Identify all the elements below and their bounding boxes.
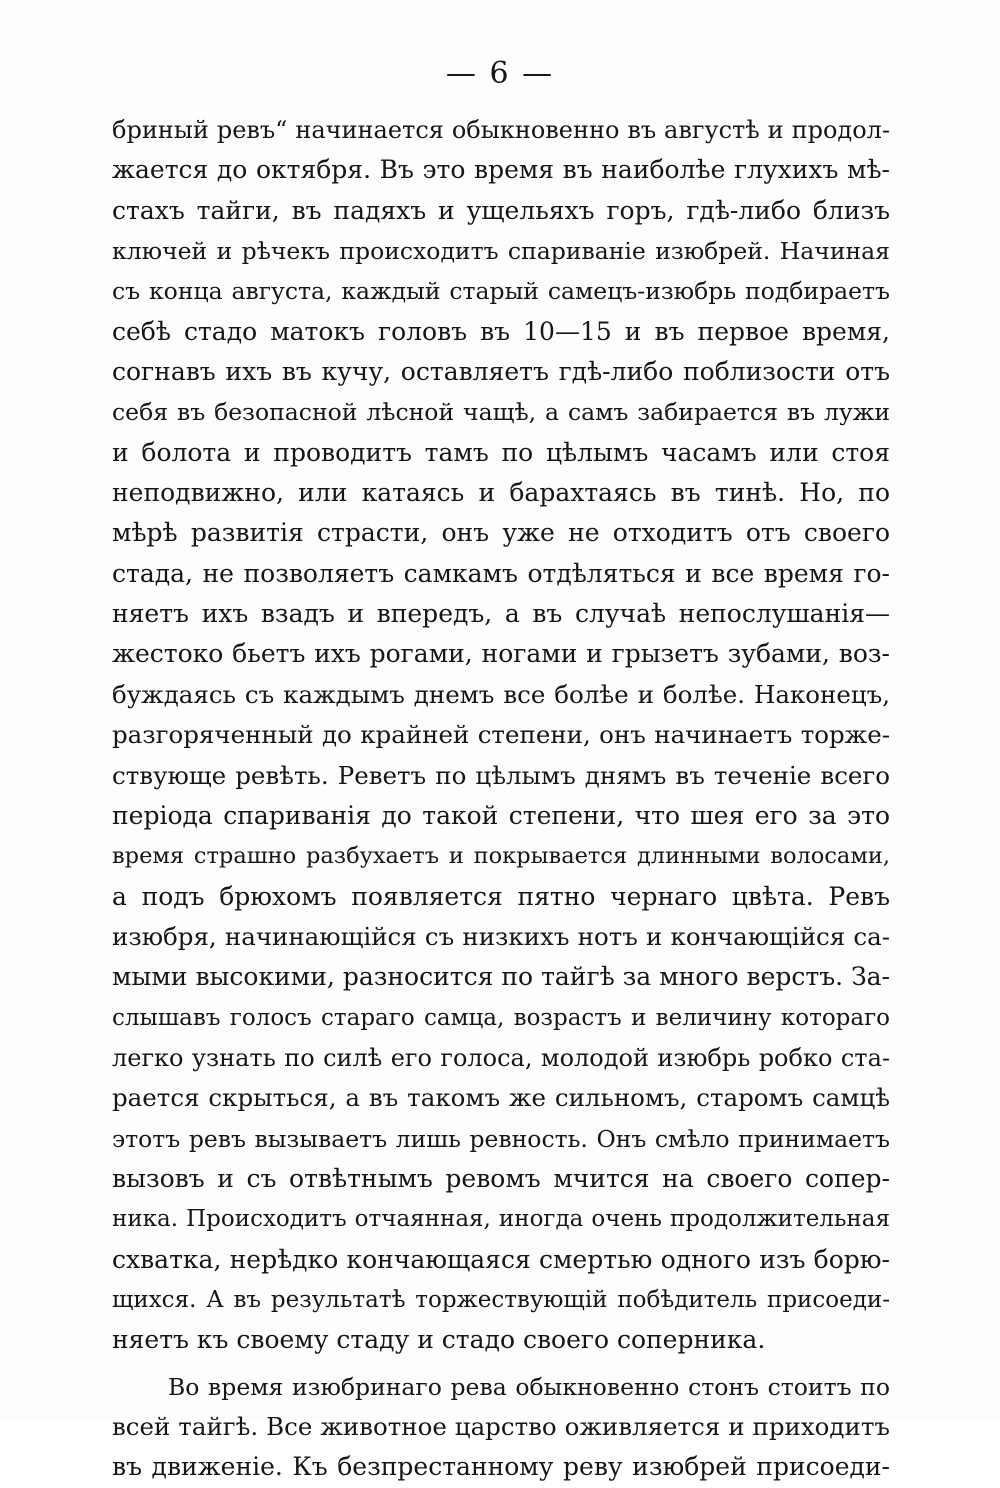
text-line: себѣ стадо матокъ головъ въ 10—15 и въ первое время, [112, 316, 890, 346]
page-number: — 6 — [445, 56, 555, 91]
text-line: Во время изюбринаго рева обыкновенно стонъ стоитъ по [168, 1372, 890, 1401]
text-line: съ конца августа, каждый старый самецъ-изюбрь подбираетъ [112, 277, 890, 306]
paragraph-2 [112, 1367, 890, 1488]
text-line: щихся. А въ результатѣ торжествующій побѣдитель присоеди- [112, 1286, 890, 1313]
text-line: слышавъ голосъ стараго самца, возрастъ и величину котораго [112, 1004, 890, 1031]
text-line: вызовъ и съ отвѣтнымъ ревомъ мчится на своего сопер- [112, 1163, 890, 1193]
text-line: время страшно разбухаетъ и покрывается длинными волосами, [112, 843, 890, 870]
text-line: стада, не позволяетъ самкамъ отдѣляться и все время го- [112, 558, 890, 588]
text-line: всей тайгѣ. Все животное царство оживляется и приходитъ [112, 1412, 890, 1441]
text-line: няетъ къ своему стаду и стадо своего соперника. [112, 1325, 766, 1355]
text-line: мыми высокими, разносится по тайгѣ за много верстъ. За- [112, 962, 890, 992]
text-line: жается до октября. Въ это время въ наиболѣе глухихъ мѣ- [112, 155, 890, 185]
paragraph-1 [112, 110, 890, 1361]
text-line: буждаясь съ каждымъ днемъ все болѣе и болѣе. Наконецъ, [112, 679, 890, 709]
text-line: ключей и рѣчекъ происходитъ спариваніе изюбрей. Начиная [112, 237, 890, 266]
text-line: въ движеніе. Къ безпрестанному реву изюбрей присоеди- [112, 1452, 890, 1482]
text-line: а подъ брюхомъ появляется пятно чернаго цвѣта. Ревъ [112, 881, 890, 911]
text-line: изюбря, начинающійся съ низкихъ нотъ и кончающійся са- [112, 921, 890, 951]
text-line: ника. Происходитъ отчаянная, иногда очень продолжительная [112, 1206, 890, 1233]
text-line: согнавъ ихъ въ кучу, оставляетъ гдѣ-либо поблизости отъ [112, 357, 890, 387]
text-line: стахъ тайги, въ падяхъ и ущельяхъ горъ, гдѣ-либо близъ [112, 195, 890, 225]
text-line: ствующе ревѣть. Реветъ по цѣлымъ днямъ въ теченіе всего [112, 760, 890, 790]
text-line: няетъ ихъ взадъ и впередъ, а въ случаѣ непослушанія— [112, 599, 890, 629]
text-line: этотъ ревъ вызываетъ лишь ревность. Онъ смѣло принимаетъ [112, 1124, 890, 1153]
text-line: рается скрыться, а въ такомъ же сильномъ, старомъ самцѣ [112, 1083, 890, 1113]
text-line: мѣрѣ развитія страсти, онъ уже не отходитъ отъ своего [112, 518, 890, 548]
text-line: періода спариванія до такой степени, что шея его за это [112, 800, 890, 830]
text-line: разгоряченный до крайней степени, онъ начинаетъ торже- [112, 720, 890, 750]
text-line: себя въ безопасной лѣсной чащѣ, а самъ забирается въ лужи [112, 398, 890, 427]
text-line: схватка, нерѣдко кончающаяся смертью одного изъ борю- [112, 1244, 890, 1274]
text-line: неподвижно, или катаясь и барахтаясь въ тинѣ. Но, по [112, 478, 890, 508]
text-line: легко узнать по силѣ его голоса, молодой изюбрь робко ста- [112, 1043, 890, 1072]
text-line: бриный ревъ“ начинается обыкновенно въ августѣ и продол- [112, 116, 890, 144]
text-line: и болота и проводитъ тамъ по цѣлымъ часамъ или стоя [112, 437, 890, 467]
text-line: жестоко бьетъ ихъ рогами, ногами и грызетъ зубами, воз- [112, 639, 890, 669]
body-text [112, 110, 890, 1488]
